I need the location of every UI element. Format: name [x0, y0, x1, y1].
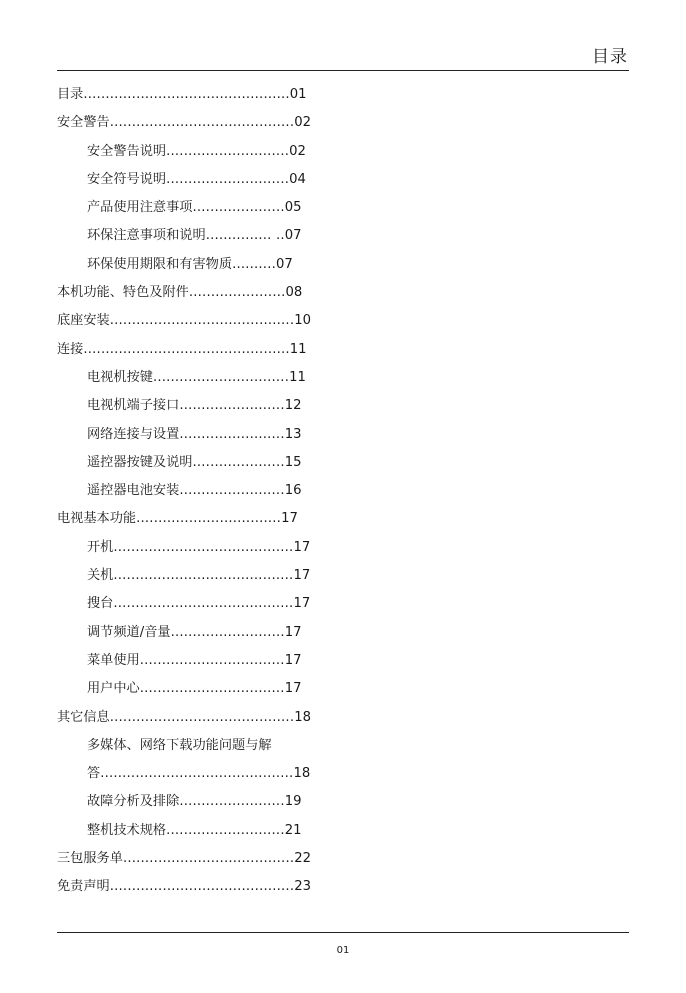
toc-entry-page: 11	[289, 369, 306, 385]
toc-entry-label: 目录	[57, 87, 84, 102]
toc-entry-line	[87, 821, 317, 841]
toc-entry-page: 13	[284, 426, 302, 442]
toc-entry[interactable]	[57, 311, 317, 339]
toc-entry-page: 17	[293, 596, 311, 612]
toc-entry-line	[87, 538, 317, 558]
toc-entry-page: 02	[294, 115, 311, 131]
toc-entry[interactable]	[57, 170, 317, 198]
toc-entry[interactable]	[57, 368, 317, 396]
toc-leader-dots: ........................	[179, 794, 285, 810]
toc-entry-line	[87, 142, 317, 162]
toc-entry[interactable]	[57, 623, 317, 651]
toc-entry-line	[57, 849, 311, 869]
toc-entry-label: 免责声明	[57, 879, 110, 895]
toc-entry-label: 电视机端子接口	[87, 398, 180, 414]
toc-entry-line	[87, 198, 317, 218]
toc-leader-dots: ..........	[232, 256, 276, 272]
toc-entry-label: 网络连接与设置	[87, 426, 180, 442]
toc-leader-dots: ...............................................	[83, 87, 290, 102]
toc-entry-page: 17	[284, 681, 302, 697]
toc-entry-line	[87, 481, 317, 501]
toc-entry-page: 17	[284, 624, 302, 640]
toc-entry-page: 08	[285, 285, 303, 301]
toc-entry-label: 本机功能、特色及附件	[57, 285, 189, 301]
toc-entry-label: 连接	[57, 341, 84, 357]
toc-entry-line	[87, 594, 317, 614]
toc-entry-page: 17	[281, 511, 298, 527]
toc-leader-dots: ..........................................	[109, 115, 295, 131]
toc-entry-label: 关机	[87, 568, 114, 584]
toc-entry-label: 安全符号说明	[87, 171, 167, 187]
toc-entry-label: 多媒体、网络下载功能问题与解	[87, 737, 272, 753]
toc-entry[interactable]	[57, 877, 317, 905]
toc-leader-dots: ...............................................	[83, 341, 290, 357]
toc-entry-line	[57, 877, 311, 897]
toc-entry-label: 搜台	[87, 596, 114, 612]
toc-entry-line	[87, 679, 317, 699]
toc-entry[interactable]	[57, 113, 317, 141]
toc-entry-label: 环保使用期限和有害物质	[87, 256, 233, 272]
toc-entry-line	[57, 311, 311, 331]
footer-divider	[57, 932, 629, 933]
toc-entry-page: 19	[284, 794, 302, 810]
toc-entry-page: 10	[294, 313, 311, 329]
toc-entry[interactable]	[57, 425, 317, 453]
toc-entry-line	[87, 764, 317, 784]
toc-entry-label: 底座安装	[57, 313, 110, 329]
toc-entry-line	[87, 255, 317, 275]
toc-leader-dots: ............................	[166, 143, 290, 159]
toc-leader-dots: ........................	[179, 426, 285, 442]
toc-entry[interactable]	[57, 708, 317, 736]
toc-leader-dots: ...........................	[166, 822, 285, 838]
toc-entry-line	[87, 368, 317, 388]
toc-leader-dots: ......................	[188, 285, 286, 301]
toc-leader-dots: ...............................	[152, 369, 290, 385]
toc-entry-label: 安全警告说明	[87, 143, 167, 159]
toc-leader-dots: .................................	[139, 681, 285, 697]
toc-entry-page: 04	[289, 171, 306, 187]
toc-entry-page: 07	[284, 228, 302, 244]
toc-entry-label: 电视基本功能	[57, 511, 137, 527]
toc-entry[interactable]	[57, 198, 317, 226]
toc-entry-label: 产品使用注意事项	[87, 200, 193, 216]
toc-entry-page: 12	[284, 398, 302, 414]
toc-entry-label: 答	[87, 766, 101, 782]
toc-leader-dots: ..........................................	[109, 879, 295, 895]
toc-entry-page: 17	[293, 568, 311, 584]
toc-entry[interactable]	[57, 85, 317, 113]
toc-entry[interactable]	[57, 538, 317, 566]
toc-entry-label: 调节频道/音量	[87, 624, 171, 640]
toc-entry[interactable]	[57, 255, 317, 283]
toc-entry-page: 01	[289, 87, 307, 102]
toc-leader-dots: .......................................	[122, 851, 295, 867]
toc-entry-page: 11	[289, 341, 307, 357]
toc-entry[interactable]	[57, 481, 317, 509]
toc-entry-line	[87, 425, 317, 445]
toc-entry[interactable]	[57, 849, 317, 877]
toc-entry-line	[87, 170, 317, 190]
toc-entry-label: 电视机按键	[87, 369, 153, 385]
toc-entry-page: 18	[294, 709, 311, 725]
toc-entry-line	[87, 226, 317, 246]
toc-leader-dots: ............................	[166, 171, 290, 187]
toc-entry[interactable]	[57, 453, 317, 481]
toc-entry-line	[87, 792, 317, 812]
toc-entry-page: 18	[293, 766, 311, 782]
toc-entry-label: 整机技术规格	[87, 822, 167, 838]
toc-entry[interactable]	[57, 283, 317, 311]
toc-leader-dots: .................................	[139, 652, 285, 668]
page-number: 01	[336, 945, 350, 956]
toc-entry-label: 开机	[87, 539, 114, 555]
toc-entry-line	[57, 509, 311, 529]
toc-leader-dots: .................................	[136, 511, 282, 527]
toc-entry-line	[57, 283, 311, 303]
toc-leader-dots: ............... ..	[205, 228, 285, 244]
toc-entry-line	[57, 113, 311, 133]
toc-leader-dots: .........................................	[113, 568, 294, 584]
toc-entry-line	[57, 340, 311, 360]
page-header-title: 目录	[592, 47, 628, 67]
table-of-contents	[57, 85, 317, 906]
toc-entry[interactable]	[57, 594, 317, 622]
toc-entry-line	[87, 736, 272, 756]
toc-entry-line	[87, 453, 317, 473]
toc-entry-line	[87, 623, 317, 643]
toc-entry-label: 故障分析及排除	[87, 794, 180, 810]
toc-entry-label: 其它信息	[57, 709, 110, 725]
toc-leader-dots: ............................................	[100, 766, 294, 782]
toc-entry[interactable]	[57, 509, 317, 537]
toc-entry[interactable]	[57, 566, 317, 594]
toc-leader-dots: .........................................	[113, 596, 294, 612]
toc-entry-label: 遥控器按键及说明	[87, 454, 193, 470]
toc-entry-page: 17	[284, 652, 302, 668]
toc-entry-line	[87, 651, 317, 671]
toc-leader-dots: ..........................................	[109, 709, 295, 725]
toc-entry[interactable]	[57, 792, 317, 820]
header-divider	[57, 70, 629, 71]
toc-leader-dots: ..........................	[170, 624, 285, 640]
toc-entry-page: 02	[289, 143, 306, 159]
toc-leader-dots: .........................................	[113, 539, 294, 555]
toc-entry-label: 用户中心	[87, 681, 140, 697]
toc-entry[interactable]	[57, 226, 317, 254]
toc-entry-page: 07	[275, 256, 293, 272]
toc-leader-dots: ........................	[179, 483, 285, 499]
toc-entry[interactable]	[57, 736, 317, 764]
toc-leader-dots: ..........................................	[109, 313, 295, 329]
toc-leader-dots: .....................	[192, 454, 285, 470]
toc-entry[interactable]	[57, 142, 317, 170]
toc-entry[interactable]	[57, 764, 317, 792]
toc-entry-page: 05	[284, 200, 302, 216]
toc-entry[interactable]	[57, 340, 317, 368]
toc-entry[interactable]	[57, 821, 317, 849]
toc-entry-page: 16	[284, 483, 302, 499]
toc-entry-line	[87, 396, 317, 416]
toc-entry-label: 菜单使用	[87, 652, 140, 668]
toc-leader-dots: .....................	[192, 200, 285, 216]
toc-entry-label: 环保注意事项和说明	[87, 228, 206, 244]
toc-entry-page: 23	[294, 879, 311, 895]
toc-entry[interactable]	[57, 651, 317, 679]
toc-entry-page: 15	[284, 454, 302, 470]
toc-entry-page: 21	[284, 822, 302, 838]
toc-entry-line	[87, 566, 317, 586]
toc-entry-label: 遥控器电池安装	[87, 483, 180, 499]
toc-entry-line	[57, 85, 311, 105]
toc-entry-label: 三包服务单	[57, 851, 123, 867]
toc-leader-dots: ........................	[179, 398, 285, 414]
toc-entry-line	[57, 708, 311, 728]
toc-entry[interactable]	[57, 679, 317, 707]
toc-entry[interactable]	[57, 396, 317, 424]
toc-entry-page: 17	[293, 539, 311, 555]
toc-entry-page: 22	[294, 851, 312, 867]
toc-entry-label: 安全警告	[57, 115, 110, 131]
